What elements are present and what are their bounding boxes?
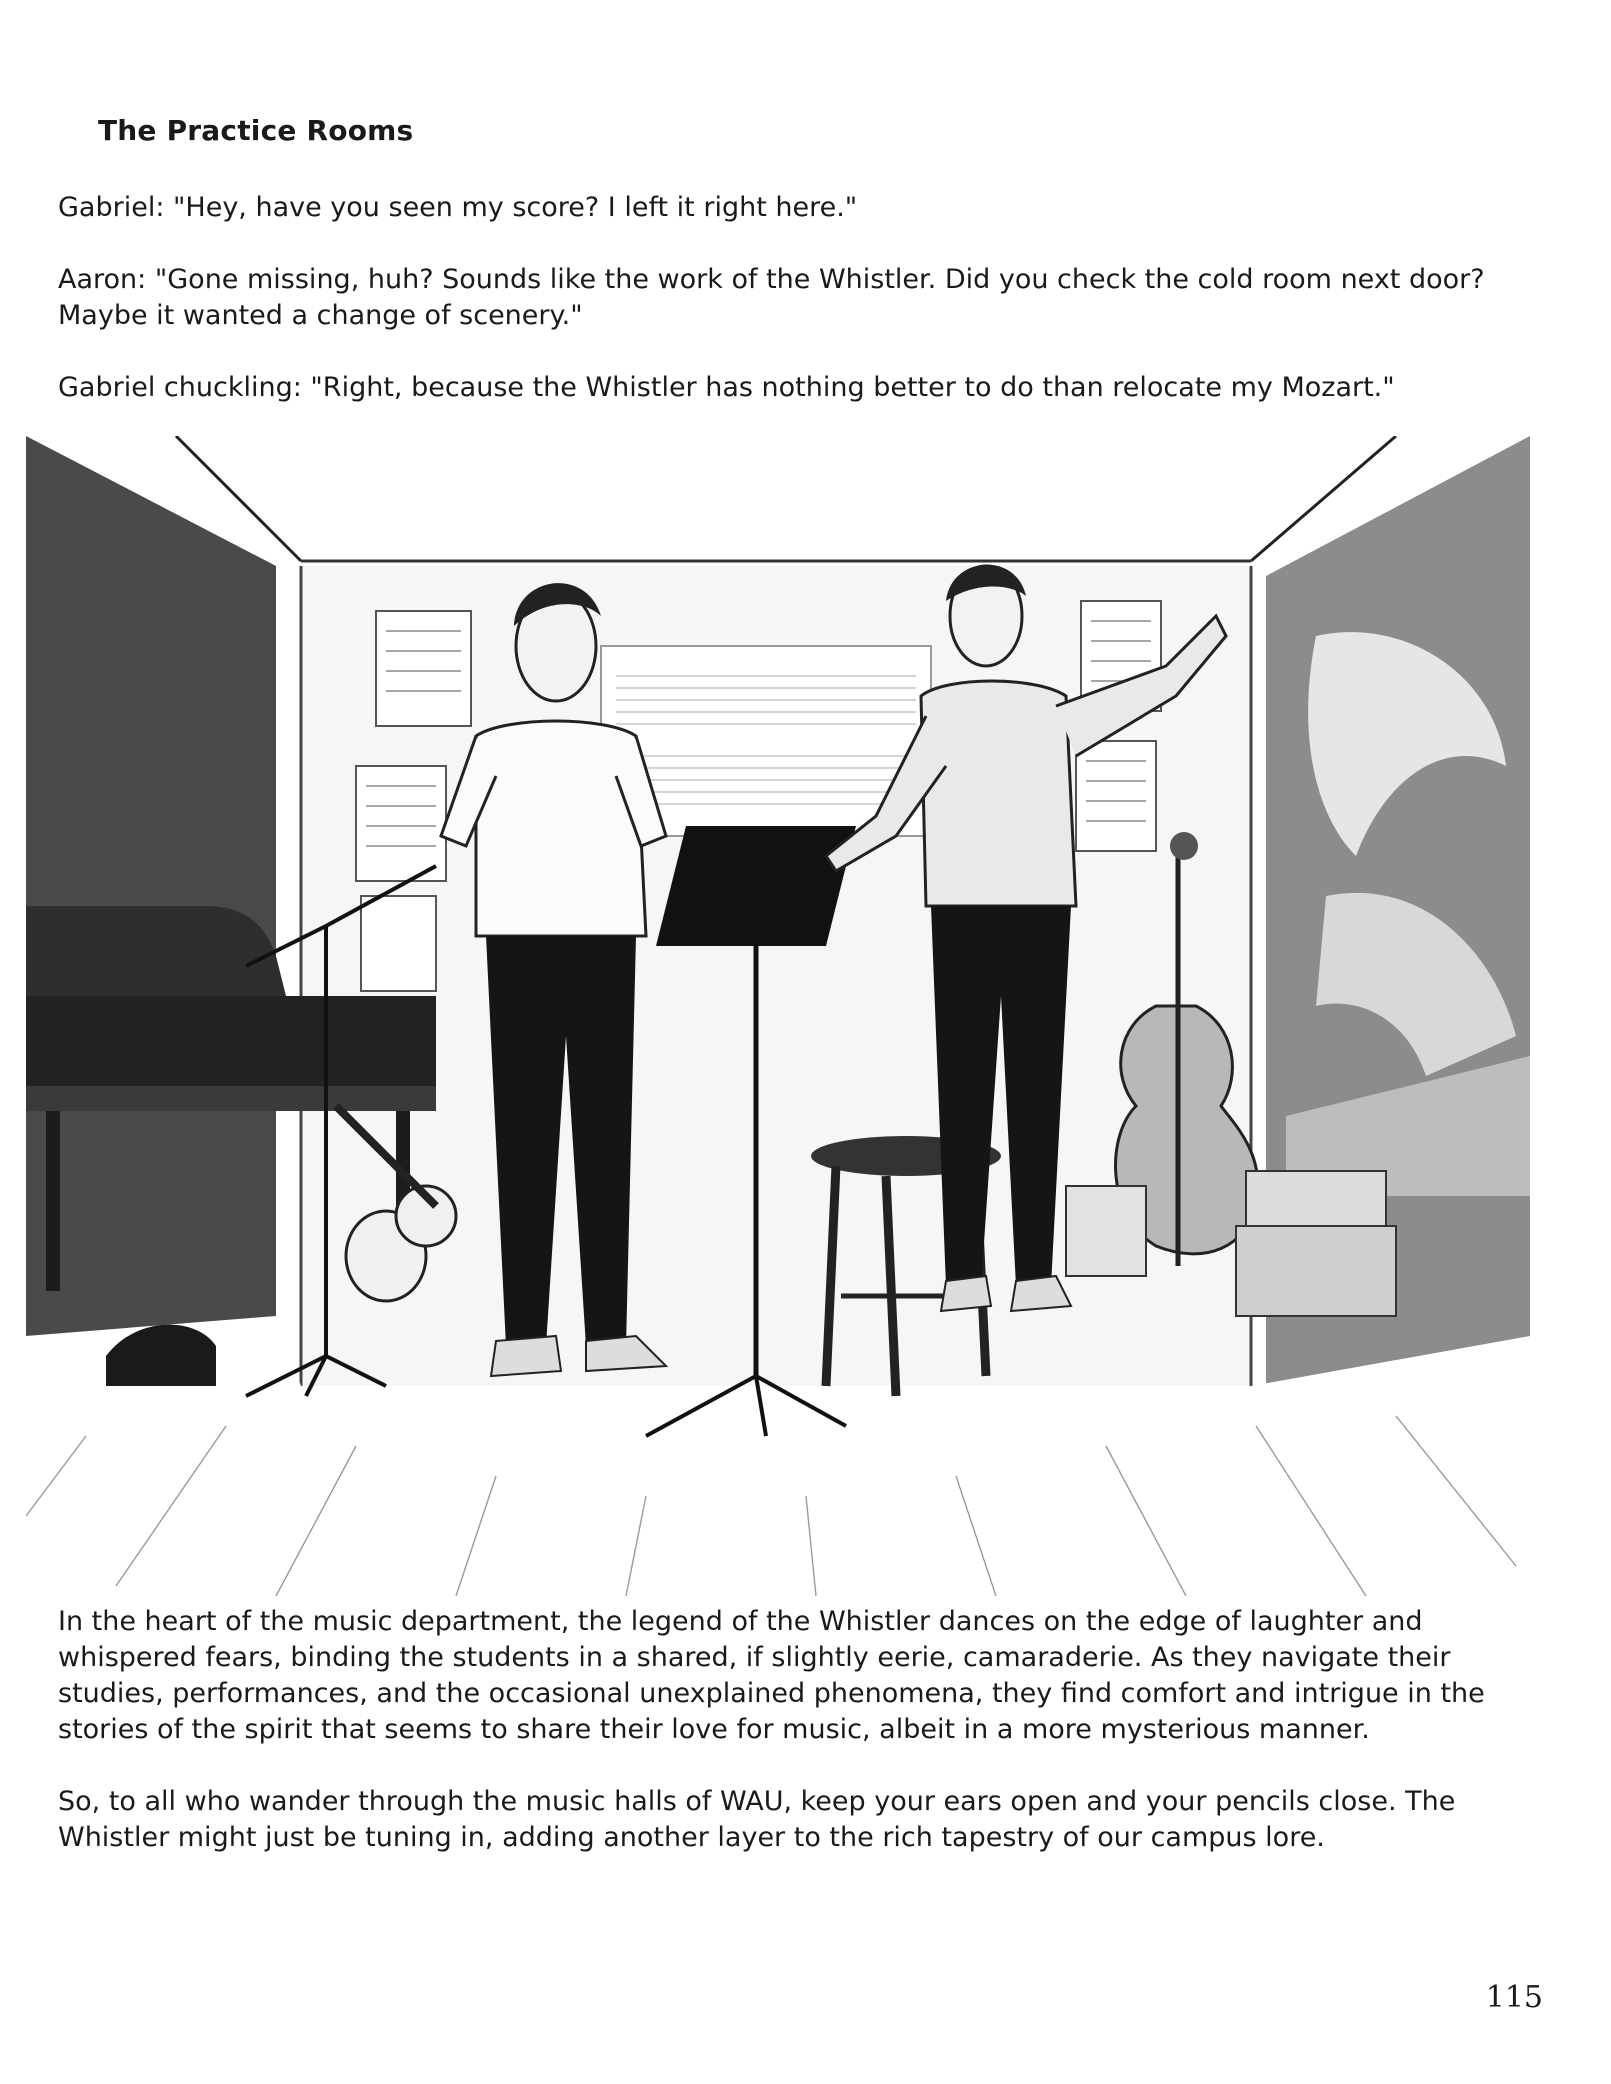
paragraph-closing: So, to all who wander through the music halls of WAU, keep your ears open and your pencils close. The Whistler might just be tuning in, adding another layer to the rich tapestry of our campus lore. [58,1786,1456,1853]
page-number: 115 [1485,1980,1543,2015]
paragraph-legend: In the heart of the music department, the legend of the Whistler dances on the edge of laughter and whispered fears, binding the students in a shared, if slightly eerie, camaraderie. As they navigate their studies, performances, and the occasional unexplained phenomena, they find comfort and intrigue in the stories of the spirit that seems to share their love for music, albeit in a more mysterious manner. [58,1606,1485,1745]
dialogue-line-gabriel-2: Gabriel chuckling: "Right, because the Whistler has nothing better to do than relocate my Mozart." [58,372,1395,403]
practice-room-illustration [26,436,1530,1596]
section-title: The Practice Rooms [98,114,414,147]
dialogue-line-aaron: Aaron: "Gone missing, huh? Sounds like the work of the Whistler. Did you check the cold room next door? Maybe it wanted a change of scenery." [58,264,1485,331]
practice-room-drawing [26,436,1530,1596]
dialogue-line-gabriel-1: Gabriel: "Hey, have you seen my score? I left it right here." [58,192,858,223]
